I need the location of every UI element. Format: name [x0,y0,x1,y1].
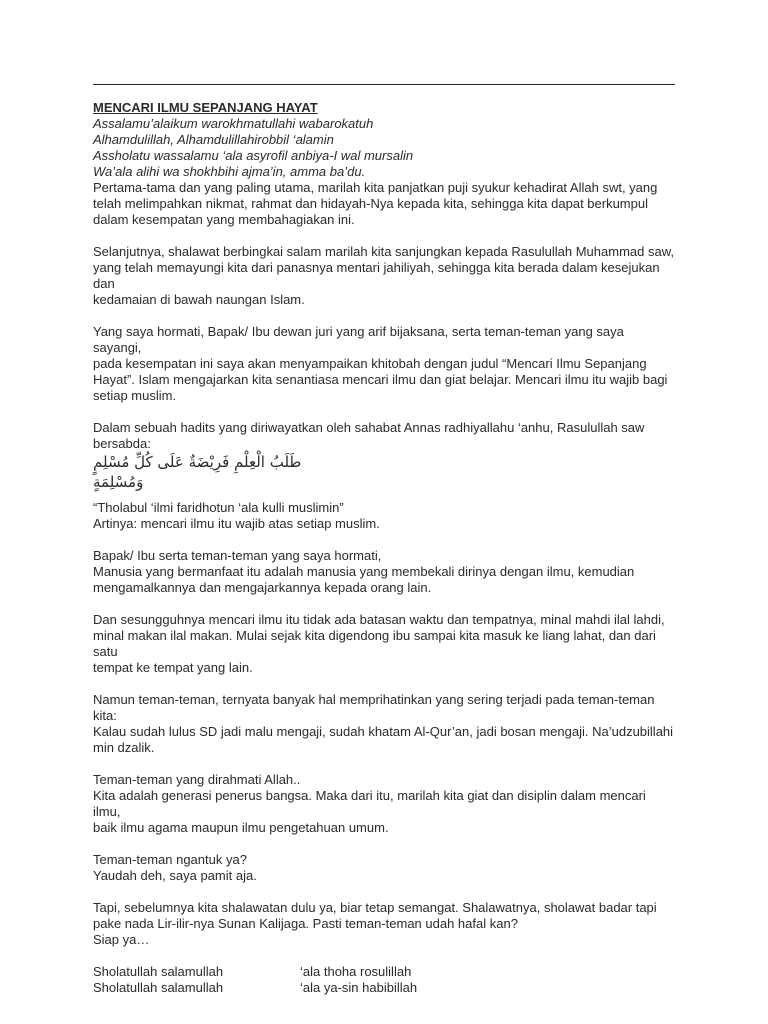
greeting-line-3: Assholatu wassalamu ‘ala asyrofil anbiya-I wal mursalin [93,148,414,163]
paragraph-hadith-intro: Dalam sebuah hadits yang diriwayatkan oleh sahabat Annas radhiyallahu ‘anhu, Rasulullah saw bersabda: [93,420,645,451]
paragraph-shalawat-invite: Tapi, sebelumnya kita shalawatan dulu ya, biar tetap semangat. Shalawatnya, sholawat badar tapi pake nada Lir-ilir-nya Sunan Kalijaga. Pasti teman-teman udah hafal kan? Siap ya… [93,900,657,947]
shalawat-row [93,964,675,980]
shalawat-line-left: Sholatullah salamullah [93,964,224,979]
paragraph-benefit: Bapak/ Ibu serta teman-teman yang saya hormati, Manusia yang bermanfaat itu adalah manusia yang membekali dirinya dengan ilmu, kemudian mengamalkannya dan mengajarkannya kepada orang lain. [93,548,635,595]
document-title: MENCARI ILMU SEPANJANG HAYAT [93,100,318,115]
shalawat-line-right: ‘ala ya-sin habibillah [300,980,418,995]
shalawat-row [93,980,675,996]
greeting-line-4: Wa’ala alihi wa shokhbihi ajma’in, amma ba’du. [93,164,366,179]
paragraph-generation: Teman-teman yang dirahmati Allah.. Kita adalah generasi penerus bangsa. Maka dari itu, marilah kita giat dan disiplin dalam mencari ilmu, baik ilmu agama maupun ilmu pengetahuan umum. [93,772,646,835]
greeting-line-2: Alhamdulillah, Alhamdulillahirobbil ‘alamin [93,132,334,147]
shalawat-line-left: Sholatullah salamullah [93,980,224,995]
paragraph-no-limit: Dan sesungguhnya mencari ilmu itu tidak ada batasan waktu dan tempatnya, minal mahdi ilal lahdi, minal makan ilal makan. Mulai sejak kita digendong ibu sampai kita masuk ke liang lahat, dan dari satu tempat ke tempat yang lain. [93,612,665,675]
paragraph-audience: Yang saya hormati, Bapak/ Ibu dewan juri yang arif bijaksana, serta teman-teman yang saya sayangi, pada kesempatan ini saya akan menyampaikan khitobah dengan judul “Mencari Ilmu Sepanjang Hayat”. Islam mengajarkan kita senantiasa mencari ilmu dan giat belajar. Mencari ilmu itu wajib bagi setiap muslim. [93,324,668,403]
document-page [93,84,675,996]
paragraph-opening: Pertama-tama dan yang paling utama, marilah kita panjatkan puji syukur kehadirat Allah swt, yang telah melimpahkan nikmat, rahmat dan hidayah-Nya kepada kita, sehingga kita dapat berkumpul dalam kesempatan yang membahagiakan ini. [93,180,658,227]
paragraph-shalawat: Selanjutnya, shalawat berbingkai salam marilah kita sanjungkan kepada Rasulullah Muhammad saw, yang telah memayungi kita dari panasnya mentari jahiliyah, sehingga kita berada dalam kesejukan dan kedamaian di bawah naungan Islam. [93,244,674,307]
shalawat-line-right: ‘ala thoha rosulillah [300,964,412,979]
greeting-line-1: Assalamu’alaikum warokhmatullahi wabarokatuh [93,116,374,131]
paragraph-concern: Namun teman-teman, ternyata banyak hal memprihatinkan yang sering terjadi pada teman-teman kita: Kalau sudah lulus SD jadi malu mengaji, sudah khatam Al-Qur’an, jadi bosan mengaji. Na’udzubillahi min dzalik. [93,692,674,755]
paragraph-hadith-translation: “Tholabul ‘ilmi faridhotun ‘ala kulli muslimin” Artinya: mencari ilmu itu wajib atas setiap muslim. [93,500,380,531]
paragraph-farewell: Teman-teman ngantuk ya? Yaudah deh, saya pamit aja. [93,852,257,883]
arabic-hadith-text: طَلَبُ الْعِلْمِ فَرِيْضَةٌ عَلَى كُلِّ مُسْلِمٍ وَمُسْلِمَةٍ [93,453,302,491]
top-horizontal-rule [93,84,675,85]
